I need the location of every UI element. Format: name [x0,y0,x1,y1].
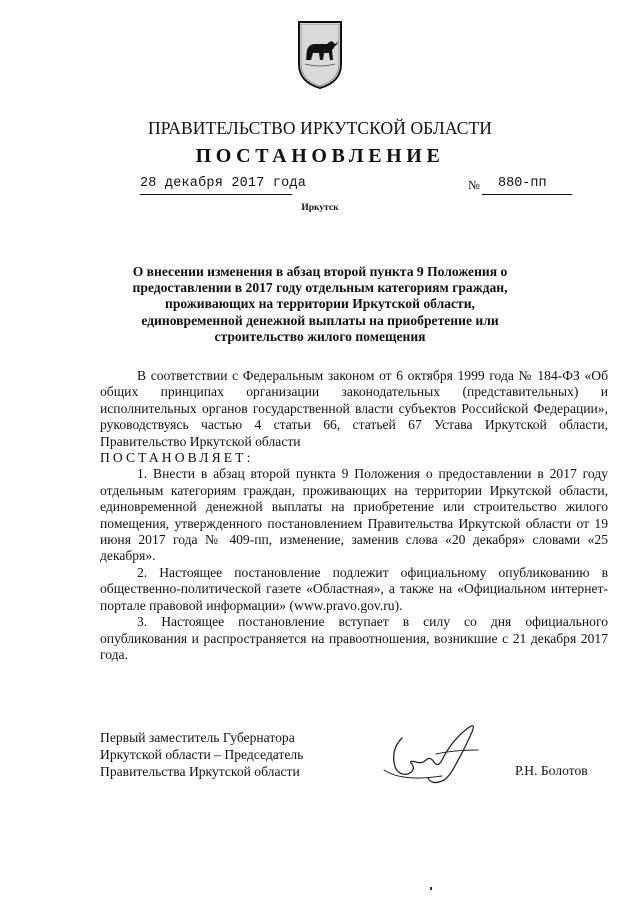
resolves-heading: ПОСТАНОВЛЯЕТ: [100,450,254,466]
item-1-paragraph: 1. Внести в абзац второй пункта 9 Положения о предоставлении в 2017 году отдельным категориям граждан, проживающих на территории Иркутской области, единовременной денежной выплаты на приобретение или строительство жилого помещения, утвержденного постановлением Правительства Иркутской области от 19 июня 2017 года № 409-пп, изменение, заменив слова «20 декабря» словами «25 декабря». [100,466,608,564]
position-line-3: Правительства Иркутской области [100,764,300,779]
government-title: ПРАВИТЕЛЬСТВО ИРКУТСКОЙ ОБЛАСТИ [147,118,493,138]
preamble-paragraph: В соответствии с Федеральным законом от 6 октября 1999 года № 184-ФЗ «Об общих принципах организации законодательных (представительных) и исполнительных органов государственной власти субъектов Российской Федерации», руководствуясь частью 4 статьи 66, статьей 67 Устава Иркутской области, Правительство Иркутской области [100,368,608,449]
number-label: № [468,178,480,192]
document-type: ПОСТАНОВЛЕНИЕ [195,145,445,167]
signatory-name: Р.Н. Болотов [515,763,588,778]
document-number: 880-пп [498,176,547,191]
item-3-paragraph: 3. Настоящее постановление вступает в силу со дня официального опубликования и распространяется на правоотношения, возникшие с 21 декабря 2017 года. [100,614,608,662]
number-underline [482,194,572,195]
date-underline [140,194,292,195]
coat-of-arms-icon [297,20,343,90]
handwritten-signature-icon [372,720,492,790]
city-label: Иркутск [301,203,339,213]
position-line-2: Иркутской области – Председатель [100,747,304,762]
document-subject: О внесении изменения в абзац второй пункта 9 Положения о предоставлении в 2017 году отдельным категориям граждан, проживающих на территории Иркутской области, единовременной денежной выплаты на приобретение или строительство жилого помещения [132,264,508,344]
document-body [100,368,608,663]
page-mark [430,887,432,890]
document-date: 28 декабря 2017 года [140,176,307,191]
item-2-paragraph: 2. Настоящее постановление подлежит официальному опубликованию в общественно-политической газете «Областная», а также на «Официальном интернет-портале правовой информации» (www.pravo.gov.ru). [100,564,608,613]
position-line-1: Первый заместитель Губернатора [100,730,295,745]
signatory-position [100,729,303,780]
